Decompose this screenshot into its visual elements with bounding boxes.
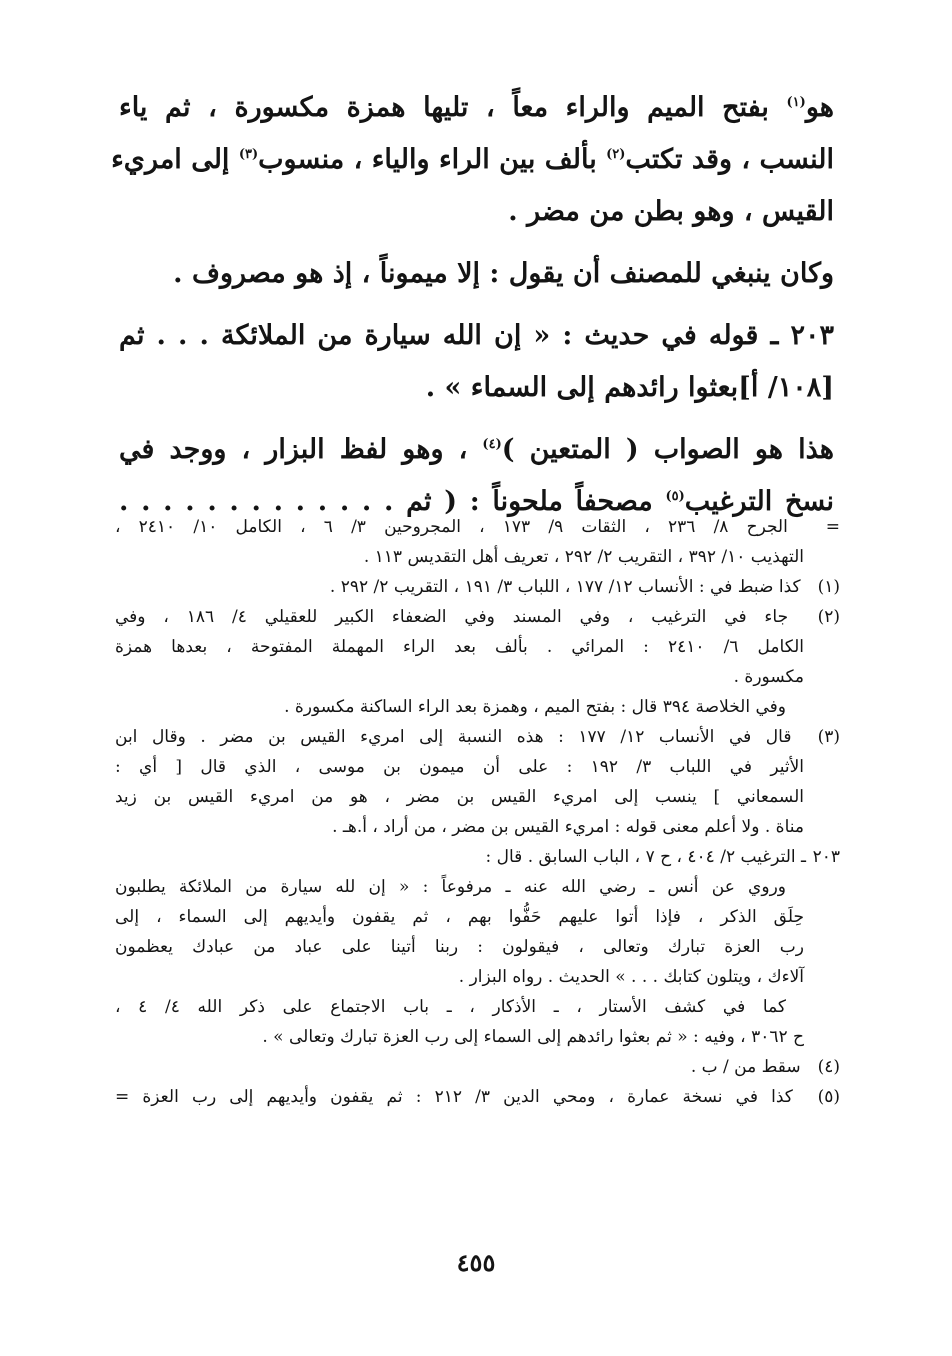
footnote-line: حِلَق الذكر ، فإذا أتوا عليهم حَفُّوا بهم ، ثم يقفون وأيديهم إلى السماء ، إلى	[115, 907, 804, 927]
footnote-line: الأثير في اللباب ٣/ ١٩٢ : على أن ميمون بن موسى ، الذي قال [ أي :	[115, 757, 804, 777]
main-line: هو$^{(١)}$ بفتح الميم والراء معاً ، تليها همزة مكسورة ، ثم ياء	[119, 92, 834, 123]
footnotes	[115, 512, 840, 1112]
footnote-line: (٥) كذا في نسخة عمارة ، ومحي الدين ٣/ ٢١٢ : ثم يقفون وأيديهم إلى رب العزة =	[115, 1082, 840, 1112]
footnote-line: آلاءك ، ويتلون كتابك . . . » الحديث . رواه البزار .	[458, 967, 804, 987]
footnote-number: (٤)	[817, 1057, 840, 1077]
footnote-ref: (٣)	[238, 147, 259, 162]
footnote-line: مكسورة .	[733, 667, 804, 687]
main-line: وكان ينبغي للمصنف أن يقول : إلا ميموناً ، إذ هو مصروف .	[173, 258, 834, 289]
main-text	[111, 82, 834, 528]
footnote-line: (١) كذا ضبط في : الأنساب ١٢/ ١٧٧ ، اللباب ٣/ ١٩١ ، التقريب ٢/ ٢٩٢ .	[115, 572, 840, 602]
footnote-line: وروي عن أنس ـ رضي الله عنه ـ مرفوعاً : « إن لله سيارة من الملائكة يطلبون	[115, 877, 786, 897]
footnote-ref: (٤)	[482, 437, 502, 452]
footnote-number: (٣)	[817, 727, 840, 747]
footnote-line: كما في كشف الأستار ، ـ الأذكار ، ـ باب الاجتماع على ذكر الله ٤/ ٤ ،	[115, 997, 787, 1017]
main-line: القيس ، وهو بطن من مضر .	[508, 196, 834, 227]
footnote-line: (٣) قال في الأنساب ١٢/ ١٧٧ : هذه النسبة إلى امريء القيس بن مضر . وقال ابن	[115, 722, 840, 752]
footnote-line: = الجرح ٨/ ٢٣٦ ، الثقات ٩/ ١٧٣ ، المجروحين ٣/ ٦ ، الكامل ١٠/ ٢٤١٠ ،	[115, 512, 840, 542]
footnote-ref: (٥)	[665, 489, 685, 504]
footnote-number: (٥)	[817, 1087, 840, 1107]
footnote-line: مناة . ولا أعلم معنى قوله : امريء القيس بن مضر ، من أراد ، أ.هـ .	[332, 817, 804, 837]
main-line: [١٠٨/ أ]بعثوا رائدهم إلى السماء » .	[425, 372, 834, 403]
footnote-divider	[117, 508, 832, 509]
footnote-number: (٢)	[817, 607, 840, 627]
footnote-line: التهذيب ١٠/ ٣٩٢ ، التقريب ٢/ ٢٩٢ ، تعريف أهل التقديس ١١٣ .	[363, 547, 804, 567]
main-line: نسخ الترغيب$^{(٥)}$ مصحفاً ملحوناً : ( ثم . . . . . . . . . . . . .	[119, 486, 834, 517]
footnote-line: ٢٠٣ـ الترغيب ٢/ ٤٠٤ ، ح ٧ ، الباب السابق . قال :	[115, 842, 840, 872]
footnote-line: (٢) جاء في الترغيب ، وفي المسند وفي الضعفاء الكبير للعقيلي ٤/ ١٨٦ ، وفي	[115, 602, 840, 632]
footnote-line: السمعاني ] ينسب إلى امريء القيس بن مضر ، هو من امريء القيس بن زيد	[115, 787, 804, 807]
footnote-line: ح ٣٠٦٢ ، وفيه : « ثم بعثوا رائدهم إلى السماء إلى رب العزة تبارك وتعالى » .	[262, 1027, 804, 1047]
main-line: هذا هو الصواب ( المتعين )$^{(٤)}$ ، وهو لفظ البزار ، ووجد في	[119, 434, 834, 465]
footnote-line: الكامل ٦/ ٢٤١٠ : المرائي . بألف بعد الراء المهملة المفتوحة ، بعدها همزة	[115, 637, 805, 657]
footnote-number: =	[825, 517, 840, 537]
footnote-number: (١)	[817, 577, 840, 597]
main-line: النسب ، وقد تكتب$^{(٢)}$ بألف بين الراء والياء ، منسوب$^{(٣)}$ إلى امريء	[111, 144, 834, 175]
page-number: ٤٥٥	[456, 1248, 496, 1277]
footnote-ref: (٢)	[606, 147, 626, 162]
footnote-line: رب العزة تبارك وتعالى ، فيقولون : ربنا أتينا على عباد من عبادك يعظمون	[115, 937, 804, 957]
main-line: ٢٠٣ ـ قوله في حديث : « إن الله سيارة من الملائكة . . . ثم	[119, 320, 834, 351]
footnote-number: ٢٠٣	[812, 847, 840, 867]
footnote-line: (٤) سقط من / ب .	[115, 1052, 840, 1082]
footnote-line: وفي الخلاصة ٣٩٤ قال : بفتح الميم ، وهمزة بعد الراء الساكنة مكسورة .	[284, 697, 786, 717]
footnote-ref: (١)	[786, 95, 806, 110]
